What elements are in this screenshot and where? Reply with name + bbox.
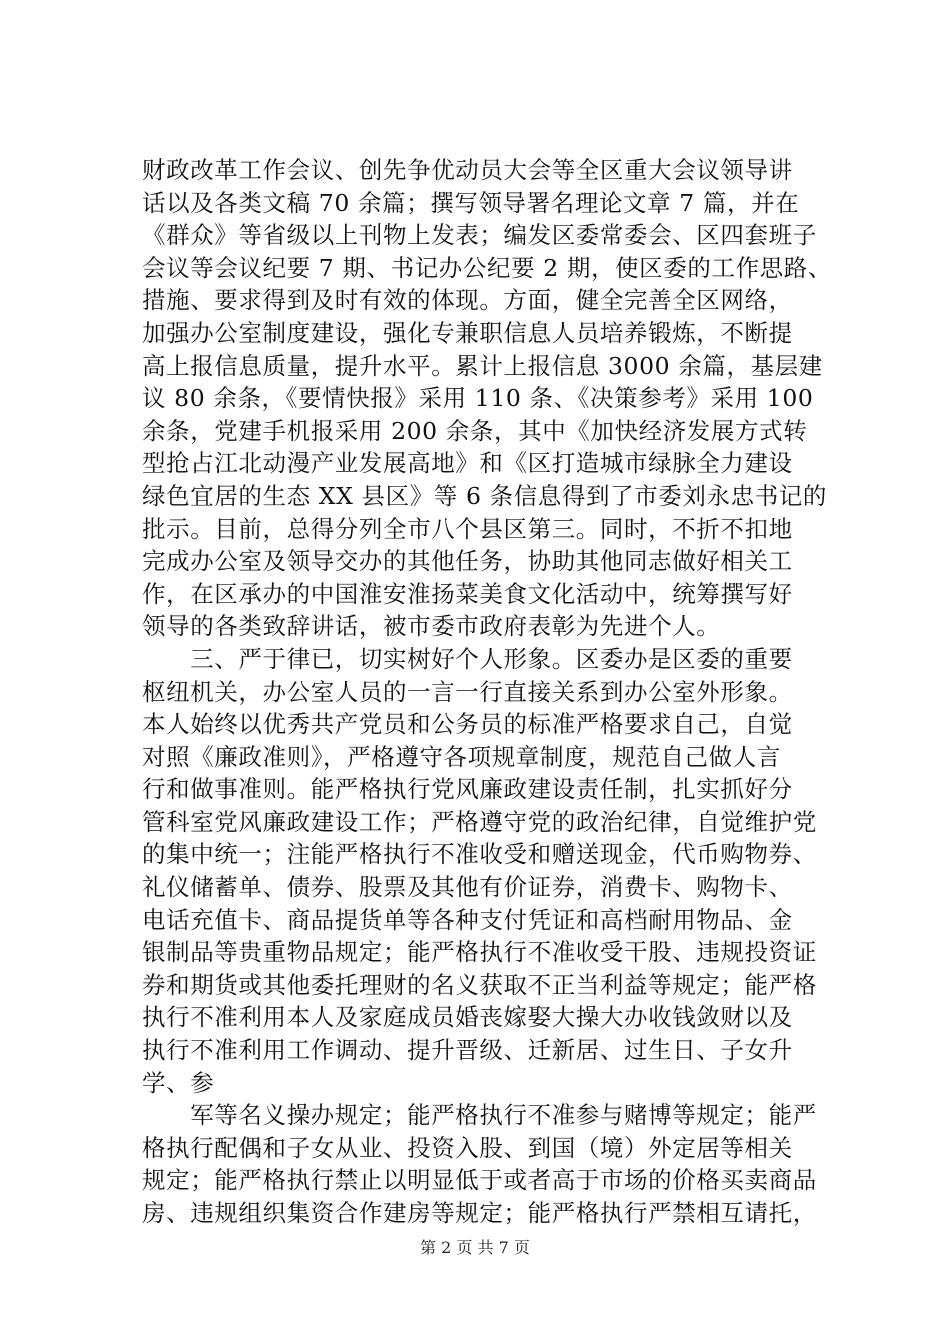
text-line: 礼仪储蓄单、债券、股票及其他有价证券，消费卡、购物卡、 <box>142 873 793 902</box>
text-line: 本人始终以优秀共产党员和公务员的标准严格要求自己，自觉 <box>142 710 793 739</box>
text-line: 绿色宜居的生态 XX 县区》等 6 条信息得到了市委刘永忠书记的 <box>142 481 827 510</box>
text-line: 规定；能严格执行禁止以明显低于或者高于市场的价格买卖商品 <box>142 1166 817 1195</box>
text-line: 执行不准利用工作调动、提升晋级、迁新居、过生日、子女升 <box>142 1036 793 1065</box>
text-line: 对照《廉政准则》，严格遵守各项规章制度，规范自己做人言 <box>142 742 781 771</box>
text-line: 措施、要求得到及时有效的体现。方面，健全完善全区网络， <box>142 286 793 315</box>
text-line: 领导的各类致辞讲话，被市委市政府表彰为先进个人。 <box>142 612 721 641</box>
text-line: 的集中统一；注能严格执行不准收受和赠送现金，代币购物券、 <box>142 840 817 869</box>
text-line: 行和做事准则。能严格执行党风廉政建设责任制，扎实抓好分 <box>142 775 793 804</box>
text-line: 学、参 <box>142 1068 215 1097</box>
text-line: 管科室党风廉政建设工作；严格遵守党的政治纪律，自觉维护党 <box>142 807 817 836</box>
text-line: 完成办公室及领导交办的其他任务，协助其他同志做好相关工 <box>142 547 793 576</box>
text-line: 券和期货或其他委托理财的名义获取不正当利益等规定；能严格 <box>142 970 817 999</box>
text-line: 格执行配偶和子女从业、投资入股、到国（境）外定居等相关 <box>142 1133 793 1162</box>
text-line: 三、严于律已，切实树好个人形象。区委办是区委的重要 <box>142 644 793 673</box>
text-line: 作，在区承办的中国淮安淮扬菜美食文化活动中，统筹撰写好 <box>142 579 793 608</box>
text-line: 型抢占江北动漫产业发展高地》和《区打造城市绿脉全力建设 <box>142 449 793 478</box>
text-line: 话以及各类文稿 70 余篇；撰写领导署名理论文章 7 篇，并在 <box>142 188 800 217</box>
text-line: 议 80 余条，《要情快报》采用 110 条、《决策参考》采用 100 <box>142 384 814 413</box>
text-line: 枢纽机关，办公室人员的一言一行直接关系到办公室外形象。 <box>142 677 793 706</box>
text-line: 加强办公室制度建设，强化专兼职信息人员培养锻炼，不断提 <box>142 318 793 347</box>
page-footer: 第 2 页 共 7 页 <box>420 1238 530 1257</box>
document-body <box>142 154 842 1230</box>
text-line: 余条，党建手机报采用 200 余条，其中《加快经济发展方式转 <box>142 416 808 445</box>
text-line: 会议等会议纪要 7 期、书记办公纪要 2 期，使区委的工作思路、 <box>142 253 832 282</box>
text-line: 房、违规组织集资合作建房等规定；能严格执行严禁相互请托， <box>142 1199 817 1227</box>
text-line: 《群众》等省级以上刊物上发表；编发区委常委会、区四套班子 <box>142 221 817 250</box>
text-line: 执行不准利用本人及家庭成员婚丧嫁娶大操大办收钱敛财以及 <box>142 1003 793 1032</box>
text-line: 电话充值卡、商品提货单等各种支付凭证和高档耐用物品、金 <box>142 905 793 934</box>
text-line: 银制品等贵重物品规定；能严格执行不准收受干股、违规投资证 <box>142 938 817 967</box>
text-line: 批示。目前，总得分列全市八个县区第三。同时，不折不扣地 <box>142 514 793 543</box>
text-line: 军等名义操办规定；能严格执行不准参与赌博等规定；能严 <box>142 1101 817 1130</box>
text-line: 财政改革工作会议、创先争优动员大会等全区重大会议领导讲 <box>142 156 793 184</box>
text-line: 高上报信息质量，提升水平。累计上报信息 3000 余篇，基层建 <box>142 351 823 380</box>
